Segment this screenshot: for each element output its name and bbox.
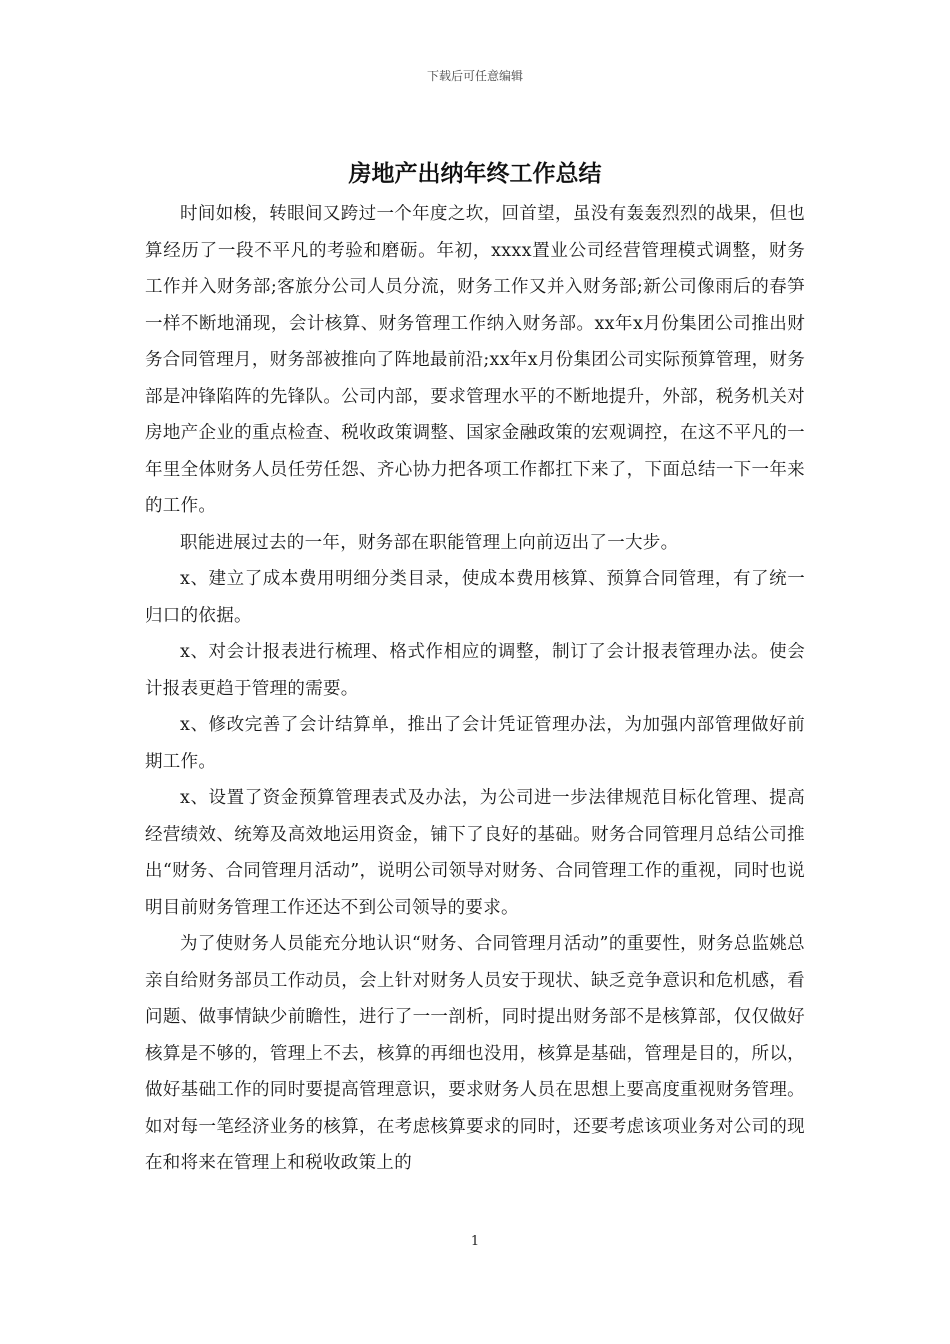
document-title: 房地产出纳年终工作总结: [348, 160, 602, 187]
paragraph-item-budget-method: x、设置了资金预算管理表式及办法，为公司进一步法律规范目标化管理、提高经营绩效、统筹及高效地运用资金，铺下了良好的基础。财务合同管理月总结公司推出“财务、合同管理月活动”，说明公司领导对财务、合同管理工作的重视，同时也说明目前财务管理工作还达不到公司领导的要求。: [145, 788, 805, 918]
paragraph-function-progress: 职能进展过去的一年，财务部在职能管理上向前迈出了一大步。: [180, 532, 679, 553]
paragraph-management-month: 为了使财务人员能充分地认识“财务、合同管理月活动”的重要性，财务总监姚总亲自给财务部员工作动员，会上针对财务人员安于现状、缺乏竞争意识和危机感，看问题、做事情缺少前瞻性，进行了一一剖析，同时提出财务部不是核算部，仅仅做好核算是不够的，管理上不去，核算的再细也没用，核算是基础，管理是目的，所以，做好基础工作的同时要提高管理意识，要求财务人员在思想上要高度重视财务管理。如对每一笔经济业务的核算，在考虑核算要求的同时，还要考虑该项业务对公司的现在和将来在管理上和税收政策上的: [145, 934, 805, 1173]
paragraph-item-voucher-method: x、修改完善了会计结算单，推出了会计凭证管理办法，为加强内部管理做好前期工作。: [145, 715, 805, 772]
document-body: [145, 196, 805, 1182]
paragraph-item-cost-catalog: x、建立了成本费用明细分类目录，使成本费用核算、预算合同管理，有了统一归口的依据。: [145, 569, 805, 626]
page-header: 下载后可任意编辑: [426, 69, 523, 83]
page-number: 1: [470, 1234, 480, 1249]
paragraph-intro: 时间如梭，转眼间又跨过一个年度之坎，回首望，虽没有轰轰烈烈的战果，但也算经历了一段不平凡的考验和磨砺。年初，xxxx置业公司经营管理模式调整，财务工作并入财务部;客旅分公司人员分流，财务工作又并入财务部;新公司像雨后的春笋一样不断地涌现，会计核算、财务管理工作纳入财务部。xx年x月份集团公司推出财务合同管理月，财务部被推向了阵地最前沿;xx年x月份集团公司实际预算管理，财务部是冲锋陷阵的先锋队。公司内部，要求管理水平的不断地提升，外部，税务机关对房地产企业的重点检查、税收政策调整、国家金融政策的宏观调控，在这不平凡的一年里全体财务人员任劳任怨、齐心协力把各项工作都扛下来了，下面总结一下一年来的工作。: [145, 204, 805, 516]
paragraph-item-report-method: x、对会计报表进行梳理、格式作相应的调整，制订了会计报表管理办法。使会计报表更趋于管理的需要。: [145, 642, 805, 699]
